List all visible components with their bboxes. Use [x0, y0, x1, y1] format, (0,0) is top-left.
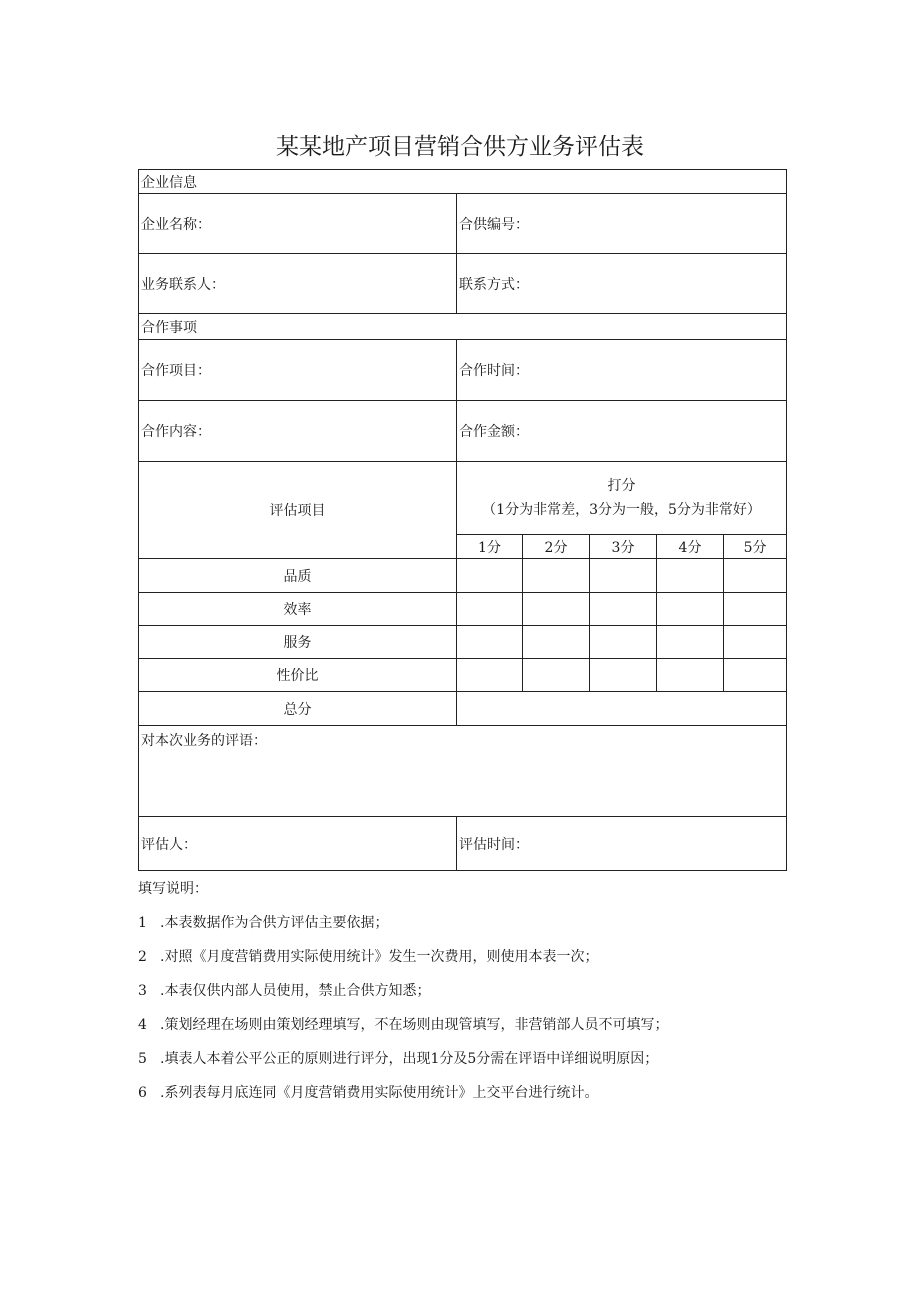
evaluator-field[interactable]: 评估人：: [139, 817, 457, 871]
evaluation-item-header: 评估项目: [139, 462, 457, 559]
instruction-text: .填表人本着公平公正的原则进行评分，出现1分及5分需在评语中详细说明原因；: [160, 1051, 659, 1067]
comment-field[interactable]: 对本次业务的评语：: [139, 726, 787, 817]
company-section-header: 企业信息: [139, 170, 787, 194]
cooperation-content-field[interactable]: 合作内容：: [139, 401, 457, 462]
contact-person-field[interactable]: 业务联系人：: [139, 254, 457, 314]
evaluation-item-value: 性价比: [139, 659, 457, 692]
instruction-text: .对照《月度营销费用实际使用统计》发生一次费用，则使用本表一次；: [160, 949, 599, 965]
score-cell[interactable]: [523, 626, 590, 659]
evaluation-item-quality: 品质: [139, 559, 457, 593]
score-cell[interactable]: [724, 659, 787, 692]
total-score-field[interactable]: [457, 692, 787, 726]
instruction-line: [138, 980, 818, 1014]
score-cell[interactable]: [724, 559, 787, 593]
table-row: [139, 559, 787, 593]
score-cell[interactable]: [523, 659, 590, 692]
cooperation-time-field[interactable]: 合作时间：: [457, 340, 787, 401]
company-code-field[interactable]: 合供编号：: [457, 194, 787, 254]
table-row: [139, 626, 787, 659]
evaluation-form: [138, 169, 787, 871]
score-cell[interactable]: [590, 559, 657, 593]
instruction-number: 4: [138, 1017, 147, 1033]
score-cell[interactable]: [657, 559, 724, 593]
cooperation-project-field[interactable]: 合作项目：: [139, 340, 457, 401]
score-cell[interactable]: [657, 593, 724, 626]
score-cell[interactable]: [523, 559, 590, 593]
table-row: [139, 659, 787, 692]
instruction-number: 6: [138, 1085, 147, 1101]
score-cell[interactable]: [590, 593, 657, 626]
instruction-line: [138, 1048, 818, 1082]
instruction-number: 2: [138, 949, 147, 965]
score-cell[interactable]: [457, 559, 523, 593]
instruction-line: [138, 1082, 818, 1116]
instruction-text: .本表数据作为合供方评估主要依据；: [160, 915, 389, 931]
score-column-4: 4分: [657, 535, 724, 559]
score-cell[interactable]: [657, 626, 724, 659]
score-header-title: 打分: [607, 478, 636, 494]
evaluation-item-service: 服务: [139, 626, 457, 659]
instruction-line: [138, 912, 818, 946]
cooperation-amount-field[interactable]: 合作金额：: [457, 401, 787, 462]
score-column-1: 1分: [457, 535, 523, 559]
score-cell[interactable]: [590, 626, 657, 659]
company-name-field[interactable]: 企业名称：: [139, 194, 457, 254]
instruction-line: [138, 1014, 818, 1048]
score-cell[interactable]: [724, 593, 787, 626]
table-row: [139, 593, 787, 626]
instructions-header: 填写说明：: [138, 881, 208, 897]
instruction-text: .本表仅供内部人员使用，禁止合供方知悉；: [160, 983, 431, 999]
evaluation-item-efficiency: 效率: [139, 593, 457, 626]
score-cell[interactable]: [523, 593, 590, 626]
score-cell[interactable]: [724, 626, 787, 659]
score-column-3: 3分: [590, 535, 657, 559]
page-title: 某某地产项目营销合供方业务评估表: [276, 134, 644, 160]
instruction-number: 1: [138, 915, 147, 931]
score-column-5: 5分: [724, 535, 787, 559]
contact-method-field[interactable]: 联系方式：: [457, 254, 787, 314]
evaluation-time-field[interactable]: 评估时间：: [457, 817, 787, 871]
score-cell[interactable]: [457, 659, 523, 692]
score-cell[interactable]: [457, 593, 523, 626]
score-header-note: （1分为非常差，3分为一般，5分为非常好）: [482, 502, 761, 518]
score-cell[interactable]: [457, 626, 523, 659]
score-column-2: 2分: [523, 535, 590, 559]
instruction-line: [138, 946, 818, 980]
total-score-label: 总分: [139, 692, 457, 726]
score-cell[interactable]: [657, 659, 724, 692]
score-cell[interactable]: [590, 659, 657, 692]
instruction-number: 5: [138, 1051, 147, 1067]
instructions: [138, 878, 818, 1116]
cooperation-section-header: 合作事项: [139, 314, 787, 340]
instruction-text: .系列表每月底连同《月度营销费用实际使用统计》上交平台进行统计。: [160, 1085, 599, 1101]
instruction-text: .策划经理在场则由策划经理填写，不在场则由现管填写，非营销部人员不可填写；: [160, 1017, 669, 1033]
instruction-number: 3: [138, 983, 147, 999]
score-header: [457, 462, 787, 535]
